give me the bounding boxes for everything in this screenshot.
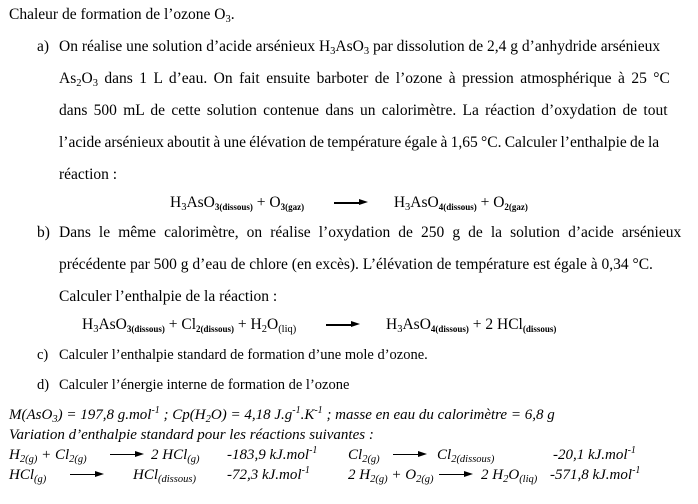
subscript: (liq)	[278, 324, 297, 335]
text: H	[393, 194, 406, 211]
reaction-rhs	[437, 447, 494, 464]
subscript: (g)	[34, 474, 47, 485]
subscript: 2(g)	[370, 474, 388, 485]
text: -571,8 kJ.mol	[550, 467, 633, 483]
reaction-enthalpy	[550, 467, 640, 484]
text: O	[266, 316, 279, 333]
text: + Cl	[37, 447, 70, 463]
text: AsO	[335, 38, 364, 55]
given-data	[9, 407, 555, 424]
part-a-line-2	[59, 70, 670, 88]
superscript: -1	[151, 405, 160, 416]
text: O	[81, 70, 93, 87]
part-b-label: b)	[37, 224, 50, 241]
subscript: 4(dissous)	[438, 202, 477, 212]
text: -20,1 kJ.mol	[553, 447, 628, 463]
subscript: 2(g)	[416, 474, 434, 485]
text: Dans le même calorimètre, on réalise l’oxydation de 250 g de la solution d’acide arsénieux	[59, 224, 682, 241]
text: As	[59, 70, 77, 87]
part-a-line-1	[37, 38, 660, 56]
part-d	[37, 376, 349, 394]
reaction-row	[9, 467, 698, 484]
part-a-line-4: l’acide arsénieux aboutit à une élévation de température égale à 1,65 °C. Calculer l’enthalpie de la	[59, 134, 660, 151]
text: + O	[252, 194, 281, 211]
superscript: -1	[627, 445, 636, 456]
reaction-row	[9, 447, 698, 464]
part-a-line-5: réaction :	[59, 166, 118, 183]
part-c-label: c)	[37, 347, 49, 363]
title-text: Chaleur de formation de l’ozone O	[9, 6, 226, 23]
part-a-label: a)	[37, 38, 50, 55]
text: AsO	[410, 194, 439, 211]
text: AsO	[186, 194, 215, 211]
subscript: 3	[181, 202, 187, 213]
subscript: 2	[261, 324, 267, 335]
equation-b	[82, 316, 556, 334]
subscript: 2(g)	[362, 454, 380, 465]
subscript: 2(dissous)	[196, 324, 235, 334]
subscript: 2	[205, 414, 211, 425]
text: HCl	[133, 467, 159, 483]
superscript: -1	[292, 405, 301, 416]
superscript: -1	[632, 465, 641, 476]
part-a-line-3: dans 500 mL de cette solution contenue dans un calorimètre. La réaction d’oxydation de tout	[59, 102, 668, 119]
text: H	[82, 316, 94, 333]
reaction-rhs	[133, 467, 196, 484]
reaction-arrow-icon	[326, 320, 360, 330]
superscript: -1	[301, 465, 310, 476]
subscript: 3	[52, 414, 58, 425]
text: 2 HCl	[151, 447, 188, 463]
reaction-lhs	[348, 447, 380, 464]
subscript: 2(gaz)	[504, 202, 528, 212]
text: + H	[234, 316, 262, 333]
text: Cl	[348, 447, 363, 463]
reaction-enthalpy	[227, 467, 310, 484]
reaction-arrow-icon	[334, 198, 368, 208]
subscript: 2	[503, 474, 509, 485]
subscript: 2(g)	[19, 454, 38, 465]
subscript: 4(dissous)	[430, 324, 469, 334]
part-d-label: d)	[37, 377, 50, 393]
exercise-title	[9, 6, 235, 24]
reaction-lhs	[348, 467, 434, 484]
text: ) = 197,8 g.mol	[57, 407, 152, 423]
subscript: (liq)	[519, 474, 538, 485]
reaction-rhs	[481, 467, 537, 484]
text: O) = 4,18 J.g	[210, 407, 293, 423]
text: + O	[476, 194, 505, 211]
subscript: (g)	[187, 454, 200, 465]
title-end: .	[230, 6, 235, 23]
subscript: 3	[397, 324, 403, 335]
superscript: -1	[309, 445, 318, 456]
subscript: (dissous)	[522, 324, 557, 334]
subscript: 3	[93, 324, 99, 335]
subscript: (dissous)	[158, 474, 196, 485]
text: O	[508, 467, 520, 483]
reaction-lhs	[9, 447, 87, 464]
variation-heading: Variation d’enthalpie standard pour les réactions suivantes :	[9, 427, 374, 443]
reaction-enthalpy	[227, 447, 317, 464]
text: 2 H	[481, 467, 504, 483]
text: ; Cp(H	[159, 407, 206, 423]
reaction-arrow-icon	[439, 470, 473, 480]
superscript: -1	[314, 405, 323, 416]
reaction-arrow-icon	[393, 450, 427, 460]
text: AsO	[98, 316, 127, 333]
text: dans 1 L d’eau. On fait ensuite barboter de l’ozone à pression atmosphérique à 25 °C	[97, 70, 670, 87]
subscript: 3	[92, 78, 98, 89]
text: 2 H	[348, 467, 371, 483]
subscript: 2(dissous)	[451, 454, 495, 465]
text: + O	[387, 467, 417, 483]
text: AsO	[402, 316, 431, 333]
equation-a	[170, 194, 528, 212]
text: .K	[300, 407, 315, 423]
subscript: 3	[363, 46, 370, 57]
subscript: 3(dissous)	[126, 324, 165, 334]
text: Calculer l’énergie interne de formation de l’ozone	[59, 377, 350, 393]
reaction-lhs	[9, 467, 46, 484]
reaction-arrow-icon	[110, 450, 144, 460]
text: + Cl	[164, 316, 197, 333]
text: M(AsO	[9, 407, 53, 423]
text: On réalise une solution d’acide arsénieux H	[59, 38, 331, 55]
text: Cl	[437, 447, 452, 463]
part-c	[37, 346, 428, 364]
text: H	[170, 194, 182, 211]
reaction-enthalpy	[553, 447, 636, 464]
subscript: 3	[405, 202, 411, 213]
subscript: 2	[76, 78, 82, 89]
subscript: 2(g)	[69, 454, 87, 465]
text: H	[386, 316, 398, 333]
text: par dissolution de 2,4 g d’anhydride arsénieux	[369, 38, 661, 55]
text: + 2 HCl	[468, 316, 523, 333]
text: Calculer l’enthalpie standard de formation d’une mole d’ozone.	[59, 347, 428, 363]
reaction-arrow-icon	[70, 470, 104, 480]
subscript: 3(dissous)	[214, 202, 253, 212]
subscript: 3	[330, 46, 336, 57]
part-b-line-2: précédente par 500 g d’eau de chlore (en excès). L’élévation de température est égale à 0,34 °C.	[59, 256, 653, 273]
title-subscript: 3	[225, 14, 231, 25]
text: -183,9 kJ.mol	[227, 447, 310, 463]
text: ; masse en eau du calorimètre = 6,8 g	[322, 407, 555, 423]
part-b-line-3: Calculer l’enthalpie de la réaction :	[59, 288, 278, 305]
text: H	[9, 447, 20, 463]
part-b-line-1	[37, 224, 681, 242]
text: HCl	[9, 467, 35, 483]
text: -72,3 kJ.mol	[227, 467, 302, 483]
reaction-rhs	[151, 447, 200, 464]
subscript: 3(gaz)	[280, 202, 305, 212]
